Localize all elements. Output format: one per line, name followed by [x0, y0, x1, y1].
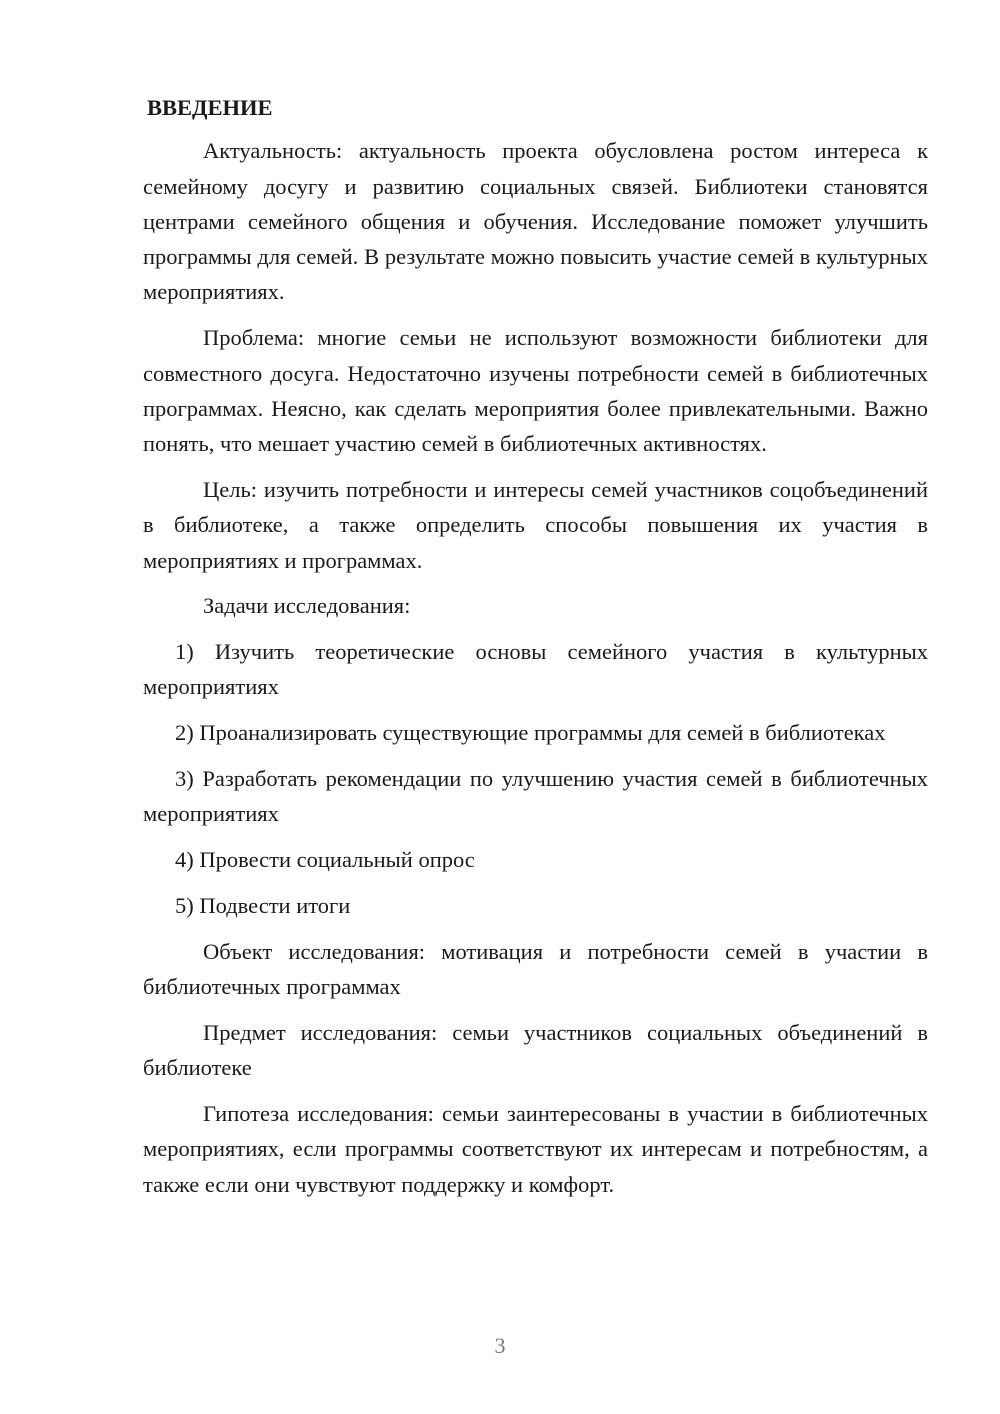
hypothesis-paragraph: Гипотеза исследования: семьи заинтересованы в участии в библиотечных мероприятиях, если программы соответствуют их интересам и потребностям, а также если они чувствуют поддержку и комфорт. [143, 1100, 928, 1197]
task-item: 5) Подвести итоги [175, 892, 351, 918]
task-item: 4) Провести социальный опрос [175, 847, 475, 873]
page-number: 3 [494, 1333, 506, 1358]
tasks-heading: Задачи исследования: [203, 593, 411, 619]
relevance-paragraph: Актуальность: актуальность проекта обусловлена ростом интереса к семейному досугу и развитию социальных связей. Библиотеки становятся центрами семейного общения и обучения. Исследование поможет улучшить программы для семей. В результате можно повысить участие семей в культурных мероприятиях. [143, 138, 928, 305]
problem-paragraph: Проблема: многие семьи не используют возможности библиотеки для совместного досуга. Недостаточно изучены потребности семей в библиотечных программах. Неясно, как сделать мероприятия более привлекательными. Важно понять, что мешает участию семей в библиотечных активностях. [143, 325, 928, 457]
section-title: ВВЕДЕНИЕ [147, 95, 273, 120]
task-item: 1) Изучить теоретические основы семейного участия в культурных мероприятиях [143, 639, 928, 700]
task-item: 2) Проанализировать существующие программы для семей в библиотеках [175, 720, 886, 746]
document-page [143, 90, 928, 1212]
subject-paragraph: Предмет исследования: семьи участников социальных объединений в библиотеке [143, 1019, 928, 1081]
object-paragraph: Объект исследования: мотивация и потребности семей в участии в библиотечных программах [143, 938, 928, 1000]
goal-paragraph: Цель: изучить потребности и интересы семей участников соцобъединений в библиотеке, а также определить способы повышения их участия в мероприятиях и программах. [143, 476, 928, 573]
task-item: 3) Разработать рекомендации по улучшению участия семей в библиотечных мероприятиях [143, 766, 928, 827]
